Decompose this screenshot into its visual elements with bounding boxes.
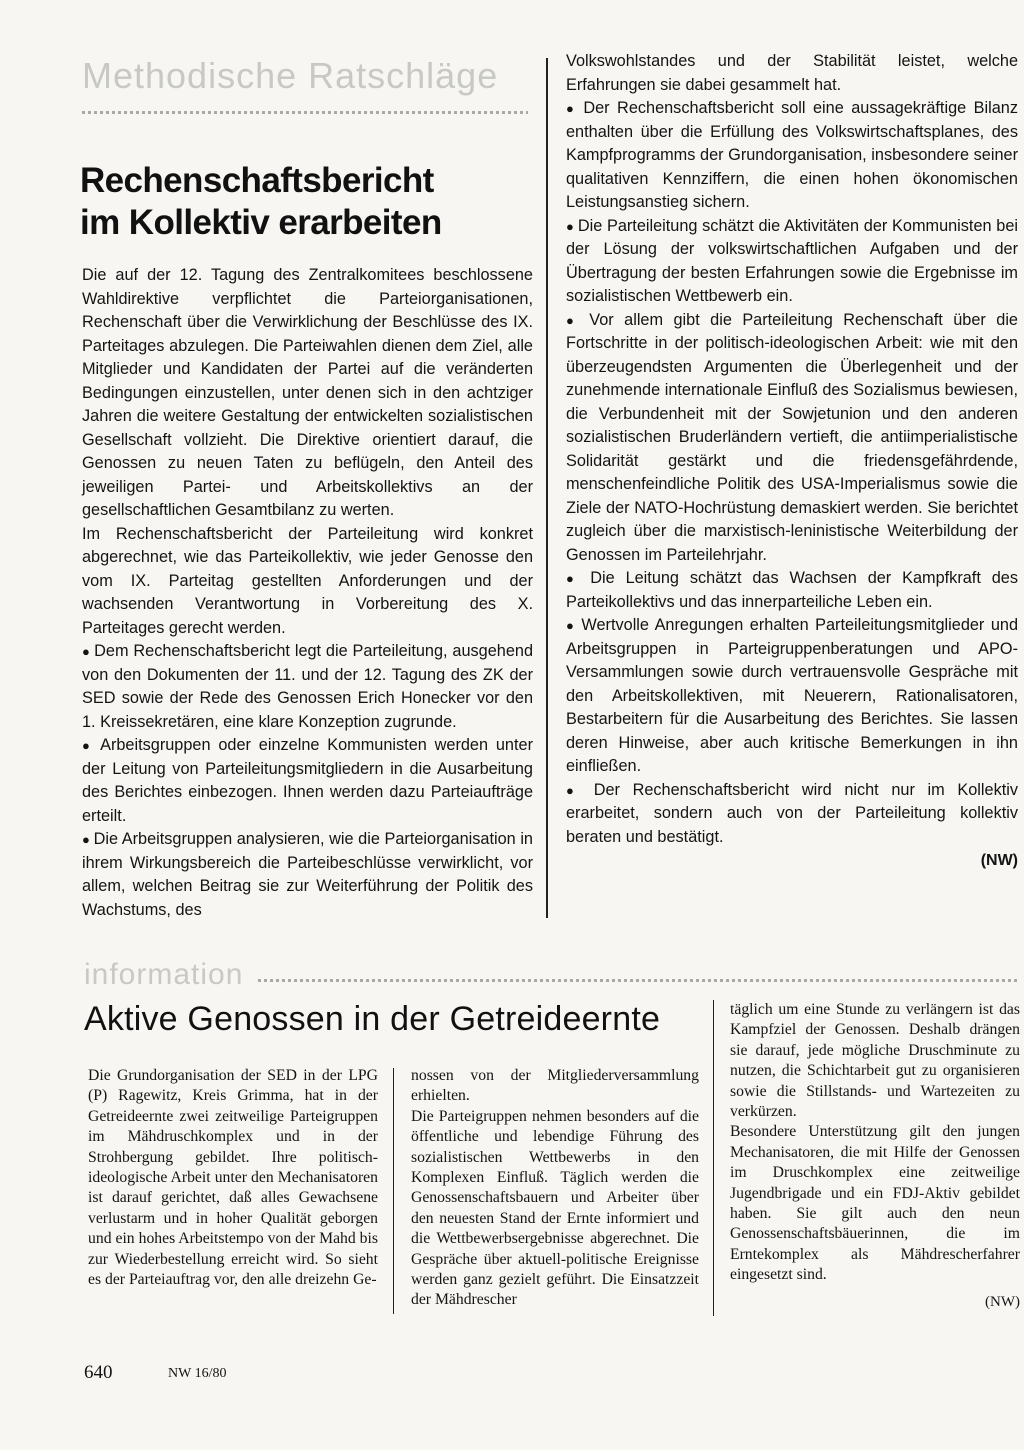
bullet-paragraph: ● Dem Rechenschaftsbericht legt die Parteileitung, ausgehend von den Dokumenten der 11. und der 12. Tagung des ZK der SED sowie der Rede des Genossen Erich Honecker vor den 1. Kreissekretären, eine klare Konzeption zugrunde. — [82, 640, 533, 734]
bottom-column-1 — [88, 1066, 378, 1290]
bullet-paragraph: ● Der Rechenschaftsbericht soll eine aussagekräftige Bilanz enthalten über die Erfüllung des Volkswirtschaftsplanes, des Kampfprogramms der Grundorganisation, insbesondere seiner qualitativen Kennziffern, die einen hohen ökonomischen Leistungsanstieg sichern. — [566, 97, 1018, 215]
bullet-paragraph: ● Die Arbeitsgruppen analysieren, wie die Parteiorganisation in ihrem Wirkungsbereich die Parteibeschlüsse verwirklicht, vor allem, welchen Beitrag sie zur Weiterführung der Politik des Wachstums, des — [82, 828, 533, 922]
bullet-paragraph: ● Der Rechenschaftsbericht wird nicht nur im Kollektiv erarbeitet, sondern auch von der Parteileitung kollektiv beraten und bestätigt. — [566, 779, 1018, 850]
paragraph: Besondere Unterstützung gilt den jungen Mechanisatoren, die mit Hilfe der Genossen im Druschkomplex eine zeitweilige Jugendbrigade und ein FDJ-Aktiv gebildet haben. Sie gilt auch den neun Genossenschaftsbäuerinnen, die im Erntekomplex als Mähdrescherfahrer eingesetzt sind. — [730, 1123, 1020, 1284]
top-left-column — [82, 264, 533, 922]
paragraph: nossen von der Mitgliederversammlung erhielten. — [411, 1067, 699, 1105]
page-number: 640 — [84, 1362, 113, 1383]
paragraph: Die Grundorganisation der SED in der LPG (P) Ragewitz, Kreis Grimma, hat in der Getreideernte zwei zeitweilige Parteigruppen im Mähdruschkomplex und in der Strohbergung gebildet. Ihre politisch-ideologische Arbeit unter den Mechanisatoren ist darauf gerichtet, daß alles Gewachsene verlustarm und in hoher Qualität geborgen und ein hohes Arbeitstempo von der Mahd bis zur Wiederbestellung erreicht wird. So sieht es der Parteiauftrag vor, den alle dreizehn Ge- — [88, 1067, 378, 1289]
paragraph: Im Rechenschaftsbericht der Parteileitung wird konkret abgerechnet, wie das Parteikollektiv, wie jeder Genosse den vom IX. Parteitag gestellten Anforderungen und der wachsenden Verantwortung in Vorbereitung des X. Parteitages gerecht werden. — [82, 524, 533, 637]
bullet-paragraph: ● Wertvolle Anregungen erhalten Parteileitungsmitglieder und Arbeitsgruppen in Parteigruppenberatungen und APO-Versammlungen sowie durch vertrauensvolle Gespräche mit den Arbeitskollektiven, mit Neuerern, Rationalisatoren, Bestarbeitern für die Ausarbeitung des Berichtes. Sie lassen deren Hinweise, aber auch kritische Bemerkungen in ihn einfließen. — [566, 614, 1018, 779]
bullet-paragraph: ● Die Parteileitung schätzt die Aktivitäten der Kommunisten bei der Lösung der volkswirtschaftlichen Aufgaben und der Übertragung der besten Erfahrungen sowie die Ergebnisse im sozialistischen Wettbewerb ein. — [566, 215, 1018, 309]
headline-top-line1: Rechenschaftsbericht — [80, 161, 434, 200]
column-divider-top — [546, 58, 548, 918]
section-label-bottom: information — [84, 958, 244, 991]
bullet-paragraph: ● Arbeitsgruppen oder einzelne Kommunisten werden unter der Leitung von Parteileitungsmitgliedern in die Ausarbeitung des Berichtes einbezogen. Ihnen werden dazu Parteiaufträge erteilt. — [82, 734, 533, 828]
bottom-column-3 — [730, 1000, 1020, 1312]
top-right-column — [566, 50, 1018, 873]
column-divider-bottom-2 — [713, 1000, 714, 1316]
bullet-paragraph: ● Vor allem gibt die Parteileitung Rechenschaft über die Fortschritte in der politisch-ideologischen Arbeit: wie mit den überzeugendsten Argumenten die Überlegenheit und der zunehmende internationale Einfluß des Sozialismus bewiesen, die Verbundenheit mit der Sowjetunion und den anderen sozialistischen Bruderländern vertieft, die antiimperialistische Solidarität gestärkt und die friedensgefährdende, menschenfeindliche Politik des USA-Imperialismus sowie die Ziele der NATO-Hochrüstung demaskiert werden. Sie berichtet zugleich über die marxistisch-leninistische Weiterbildung der Genossen im Parteilehrjahr. — [566, 309, 1018, 568]
paragraph: täglich um eine Stunde zu verlängern ist das Kampfziel der Genossen. Deshalb drängen sie darauf, jede mögliche Druschminute zu nutzen, die Schichtarbeit gut zu organisieren sowie die Stillstands- und Wartezeiten zu verkürzen. — [730, 1001, 1020, 1121]
paragraph: Die auf der 12. Tagung des Zentralkomitees beschlossene Wahldirektive verpflichtet die Parteiorganisationen, Rechenschaft über die Verwirklichung der Beschlüsse des IX. Parteitages abzulegen. Die Parteiwahlen dienen dem Ziel, alle Mitglieder und Kandidaten der Partei auf die veränderten Bedingungen einzustellen, unter denen sich in den achtziger Jahren die weitere Gestaltung der entwickelten sozialistischen Gesellschaft vollzieht. Die Direktive orientiert darauf, die Genossen zu neuen Taten zu beflügeln, den Anteil des jeweiligen Partei- und Arbeitskollektivs an der gesellschaftlichen Gesamtbilanz zu werten. — [82, 266, 533, 519]
paragraph: Die Parteigruppen nehmen besonders auf die öffentliche und lebendige Führung des sozialistischen Wettbewerbs in den Komplexen Einfluß. Täglich werden die Genossenschaftsbauern und Arbeiter über den neuesten Stand der Ernte informiert und die Wettbewerbsergebnisse abgerechnet. Die Gespräche über aktuell-politische Ereignisse werden ganz gezielt geführt. Die Einsatzzeit der Mähdrescher — [411, 1107, 699, 1309]
headline-bottom: Aktive Genossen in der Getreideernte — [84, 1000, 661, 1038]
bottom-column-2 — [411, 1066, 699, 1311]
headline-top — [80, 160, 540, 244]
column-divider-bottom-1 — [393, 1068, 394, 1314]
headline-top-line2: im Kollektiv erarbeiten — [80, 203, 442, 242]
issue-label: NW 16/80 — [168, 1366, 227, 1381]
section-divider-bottom — [258, 979, 1020, 982]
section-label-top: Methodische Ratschläge — [82, 55, 499, 96]
bullet-paragraph: ● Die Leitung schätzt das Wachsen der Kampfkraft des Parteikollektivs und das innerparteiliche Leben ein. — [566, 567, 1018, 614]
signature-top: (NW) — [980, 852, 1018, 869]
paragraph: Volkswohlstandes und der Stabilität leistet, welche Erfahrungen sie dabei gesammelt hat. — [566, 52, 1018, 94]
signature-bottom: (NW) — [985, 1293, 1020, 1310]
section-divider-top — [82, 111, 528, 114]
